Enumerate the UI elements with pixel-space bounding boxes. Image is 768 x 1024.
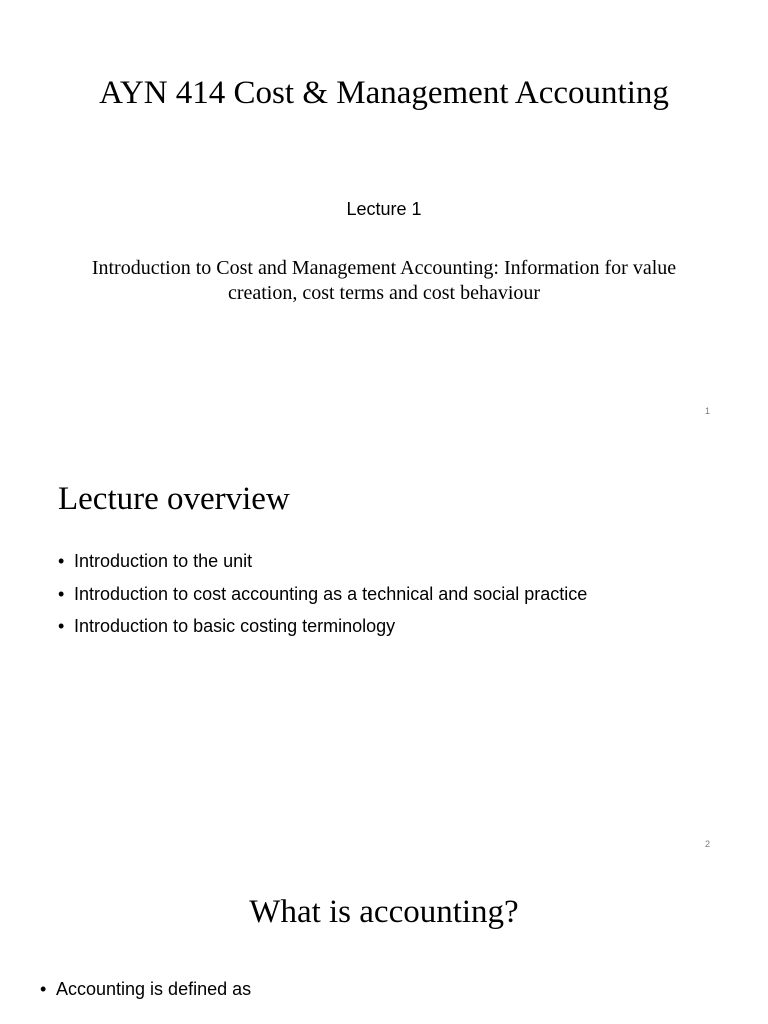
lecture-description: Introduction to Cost and Management Accounting: Information for value creation, cost terms and cost behaviour: [91, 257, 677, 304]
list-item-text: Introduction to cost accounting as a technical and social practice: [74, 583, 588, 604]
list-item: [58, 582, 738, 606]
slide-title: Lecture overview: [58, 481, 290, 517]
page-number: 2: [704, 839, 710, 849]
list-item: [58, 614, 738, 638]
bullet-icon: •: [58, 616, 65, 636]
bullet-icon: •: [40, 979, 47, 999]
bullet-icon: •: [58, 583, 65, 604]
list-item-text: Introduction to basic costing terminology: [74, 616, 396, 636]
list-item: [58, 549, 738, 573]
slide-3: [0, 864, 768, 1024]
bullet-list: [40, 977, 740, 1001]
bullet-icon: •: [58, 551, 65, 571]
bullet-list: [58, 549, 738, 647]
slide-title: AYN 414 Cost & Management Accounting: [99, 75, 669, 111]
slide-2: [0, 432, 768, 864]
slide-title: What is accounting?: [249, 894, 519, 930]
list-item-text: Introduction to the unit: [74, 551, 253, 571]
list-item-text: Accounting is defined as: [56, 979, 252, 999]
page-number: 1: [704, 406, 710, 416]
slide-1: [0, 0, 768, 432]
lecture-label: Lecture 1: [346, 199, 422, 219]
list-item: [40, 977, 740, 1001]
